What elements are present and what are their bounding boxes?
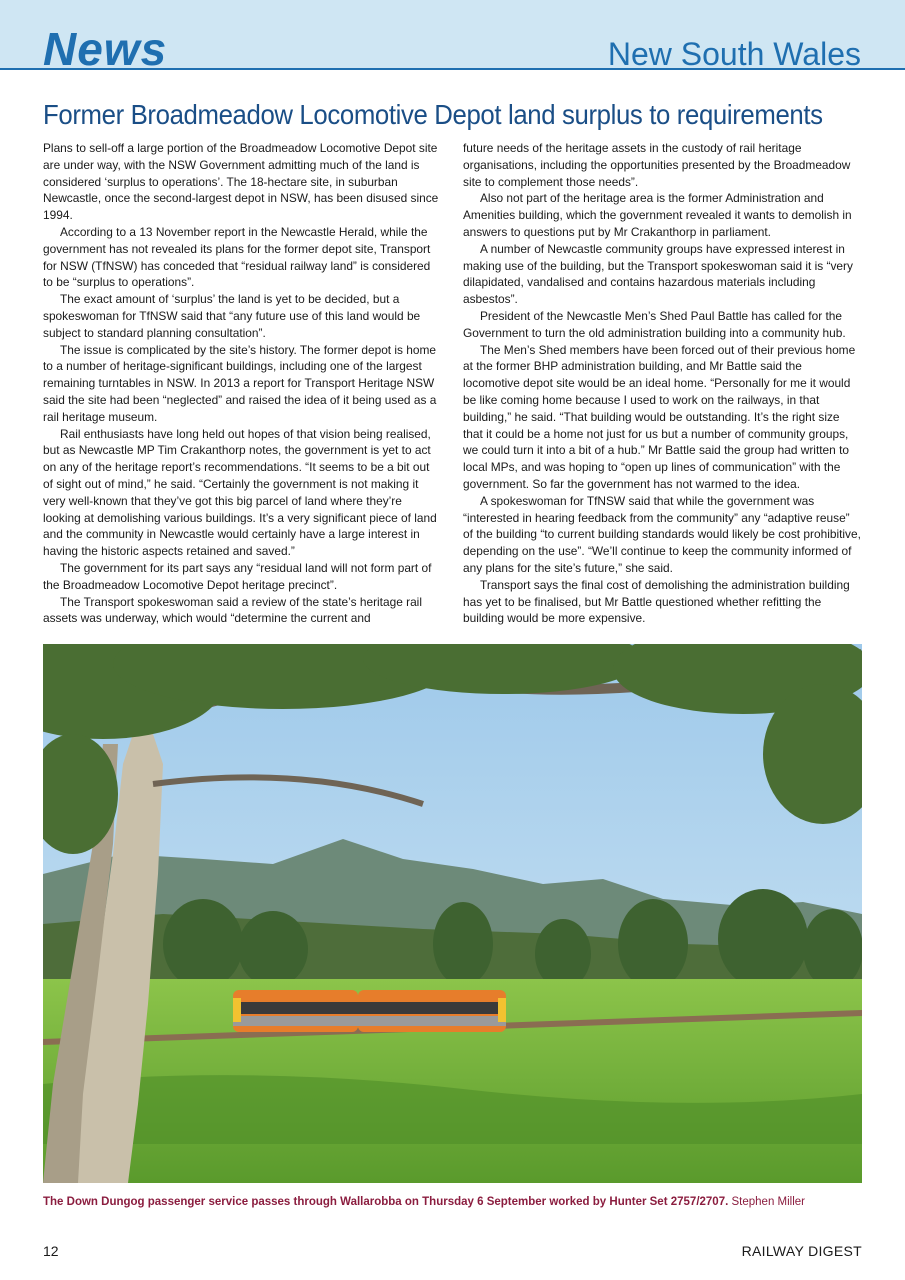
paragraph: Transport says the final cost of demolishing the administration building has yet to be finalised, but Mr Battle questioned whether refitting the building would be more expensive. [463,577,850,626]
paragraph: future needs of the heritage assets in the custody of rail heritage organisations, including the opportunities presented by the Broadmeadow site to complement those needs”. [463,141,851,189]
paragraph: The Transport spokeswoman said a review of the state’s heritage rail assets was underway, which would “determine the current and [43,594,422,626]
train-landscape-photo [43,644,862,1183]
paragraph: The exact amount of ‘surplus’ the land is yet to be decided, but a spokeswoman for TfNSW said that “any future use of this land would be subject to standard planning consultation”. [43,292,421,340]
section-label: News [43,23,168,75]
article-right-column [463,140,861,630]
paragraph: A spokeswoman for TfNSW said that while the government was “interested in hearing feedback from the community” any “adaptive reuse” of the building “to current building standards would likely be cost prohibitive, depending on the use”. “We’ll continue to keep the community informed of any plans for the site’s future,” she said. [463,493,861,575]
paragraph: According to a 13 November report in the Newcastle Herald, while the government has not revealed its plans for the former depot site, Transport for NSW (TfNSW) has conceded that “residual railway land” is considered to be “surplus to operations”. [43,224,431,290]
page-number: 12 [43,1243,59,1259]
paragraph: Rail enthusiasts have long held out hopes of that vision being realised, but as Newcastle MP Tim Crakanthorp notes, the government is yet to act on any of the heritage report’s recommendations. “It seems to be a bit out of sight out of mind,” he said. “Certainly the government is not making it very well-known that they’ve got this big parcel of land where they’re looking at demolishing various buildings. It’s a very significant piece of land and the community in Newcastle would certainly have a large interest in having the historic aspects retained and saved.” [43,426,437,559]
paragraph: The issue is complicated by the site’s history. The former depot is home to a number of heritage-significant buildings, including one of the largest remaining turntables in NSW. In 2013 a report for Transport Heritage NSW said the site had been “neglected” and raised the idea of it being used as a rail heritage museum. [43,342,437,424]
caption-text: The Down Dungog passenger service passes through Wallarobba on Thursday 6 September worked by Hunter Set 2757/2707. [43,1196,729,1208]
train [233,990,506,1032]
paragraph: The government for its part says any “residual land will not form part of the Broadmeadow Locomotive Depot heritage precinct”. [43,560,432,592]
photo-illustration [43,644,862,1183]
paragraph: The Men’s Shed members have been forced out of their previous home at the former BHP administration building, and Mr Battle said the locomotive depot site would be an ideal home. “Personally for me it would be like coming home because I used to work on the railways, in that building,” he said. “That building would be outstanding. It’s the right size that it could be a home not just for us but a number of community groups, we could turn it into a bit of a hub.” Mr Battle said the group had written to local MPs, and was hoping to “open up lines of communication” with the government. So far the government has not warmed to the idea. [463,342,856,491]
article-headline: Former Broadmeadow Locomotive Depot land surplus to requirements [43,99,823,130]
paragraph: Also not part of the heritage area is the former Administration and Amenities building, which the government revealed it wants to demolish in answers to questions put by Mr Crakanthorp in parliament. [463,191,852,239]
article-left-column [43,140,441,630]
paragraph: Plans to sell-off a large portion of the Broadmeadow Locomotive Depot site are under way, with the NSW Government admitting much of the land is considered ‘surplus to operations’. The 18-hectare site, in suburban Newcastle, once the second-largest depot in NSW, has been disused since 1994. [43,141,439,223]
paragraph: A number of Newcastle community groups have expressed interest in making use of the building, but the Transport spokeswoman said it is “very dilapidated, vandalised and contains hazardous materials including asbestos”. [463,241,853,307]
photo-credit: Stephen Miller [731,1196,806,1208]
region-label: New South Wales [607,36,861,72]
paragraph: President of the Newcastle Men’s Shed Paul Battle has called for the Government to turn the old administration building into a community hub. [463,308,846,340]
photo-caption [43,1195,873,1210]
publication-name: RAILWAY DIGEST [741,1243,862,1259]
